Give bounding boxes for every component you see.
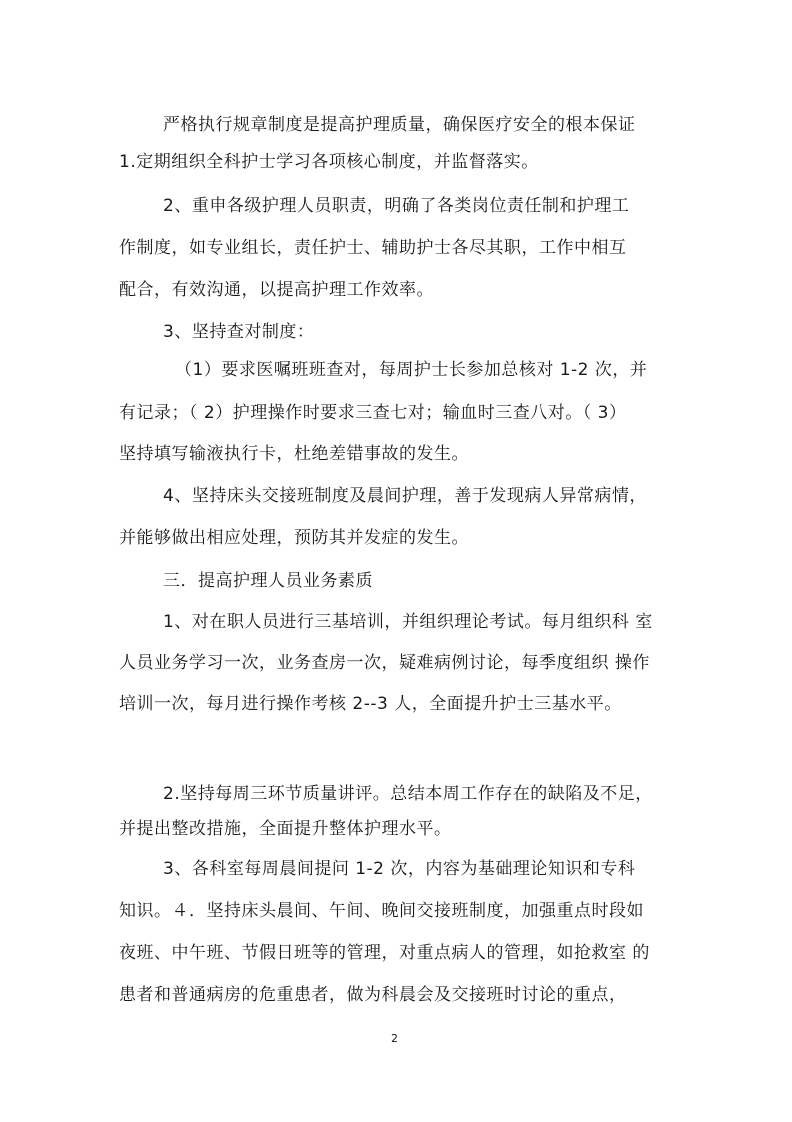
text-line-20: 夜班、中午班、节假日班等的管理，对重点病人的管理，如抢救室 的	[119, 943, 650, 963]
text-line-13: 1、对在职人员进行三基培训，并组织理论考试。每月组织科 室	[163, 612, 653, 632]
text-line-15: 培训一次，每月进行操作考核 2--3 人，全面提升护士三基水平。	[119, 694, 622, 714]
text-line-18: 3、各科室每周晨间提问 1-2 次，内容为基础理论知识和专科	[163, 859, 636, 879]
page-number: 2	[391, 1032, 398, 1045]
text-line-14: 人员业务学习一次，业务查房一次，疑难病例讨论，每季度组织 操作	[119, 653, 650, 673]
text-line-16: 2.坚持每周三环节质量讲评。总结本周工作存在的缺陷及不足，	[163, 784, 653, 804]
section-heading: 三．提高护理人员业务素质	[163, 571, 373, 591]
text-line-11: 并能够做出相应处理，预防其并发症的发生。	[119, 528, 469, 548]
text-line-17: 并提出整改措施，全面提升整体护理水平。	[119, 819, 452, 839]
text-line-3: 2、重申各级护理人员职责，明确了各类岗位责任制和护理工	[163, 196, 630, 216]
text-line-10: 4、坚持床头交接班制度及晨间护理，善于发现病人异常病情，	[163, 486, 647, 506]
text-line-5: 配合，有效沟通，以提高护理工作效率。	[119, 280, 434, 300]
text-line-6: 3、坚持查对制度：	[163, 322, 315, 342]
text-line-1: 严格执行规章制度是提高护理质量，确保医疗安全的根本保证	[163, 115, 636, 135]
text-line-7: （1）要求医嘱班班查对，每周护士长参加总核对 1-2 次，并	[175, 360, 648, 380]
text-line-4: 作制度，如专业组长，责任护士、辅助护士各尽其职，工作中相互	[119, 238, 627, 258]
text-line-21: 患者和普通病房的危重患者，做为科晨会及交接班时讨论的重点，	[119, 985, 627, 1005]
text-line-2: 1.定期组织全科护士学习各项核心制度，并监督落实。	[119, 152, 539, 172]
text-line-8: 有记录；（ 2）护理操作时要求三查七对；输血时三查八对。（ 3）	[119, 403, 627, 423]
text-line-19: 知识。４．坚持床头晨间、午间、晚间交接班制度，加强重点时段如	[119, 901, 644, 921]
text-line-9: 坚持填写输液执行卡，杜绝差错事故的发生。	[119, 444, 469, 464]
